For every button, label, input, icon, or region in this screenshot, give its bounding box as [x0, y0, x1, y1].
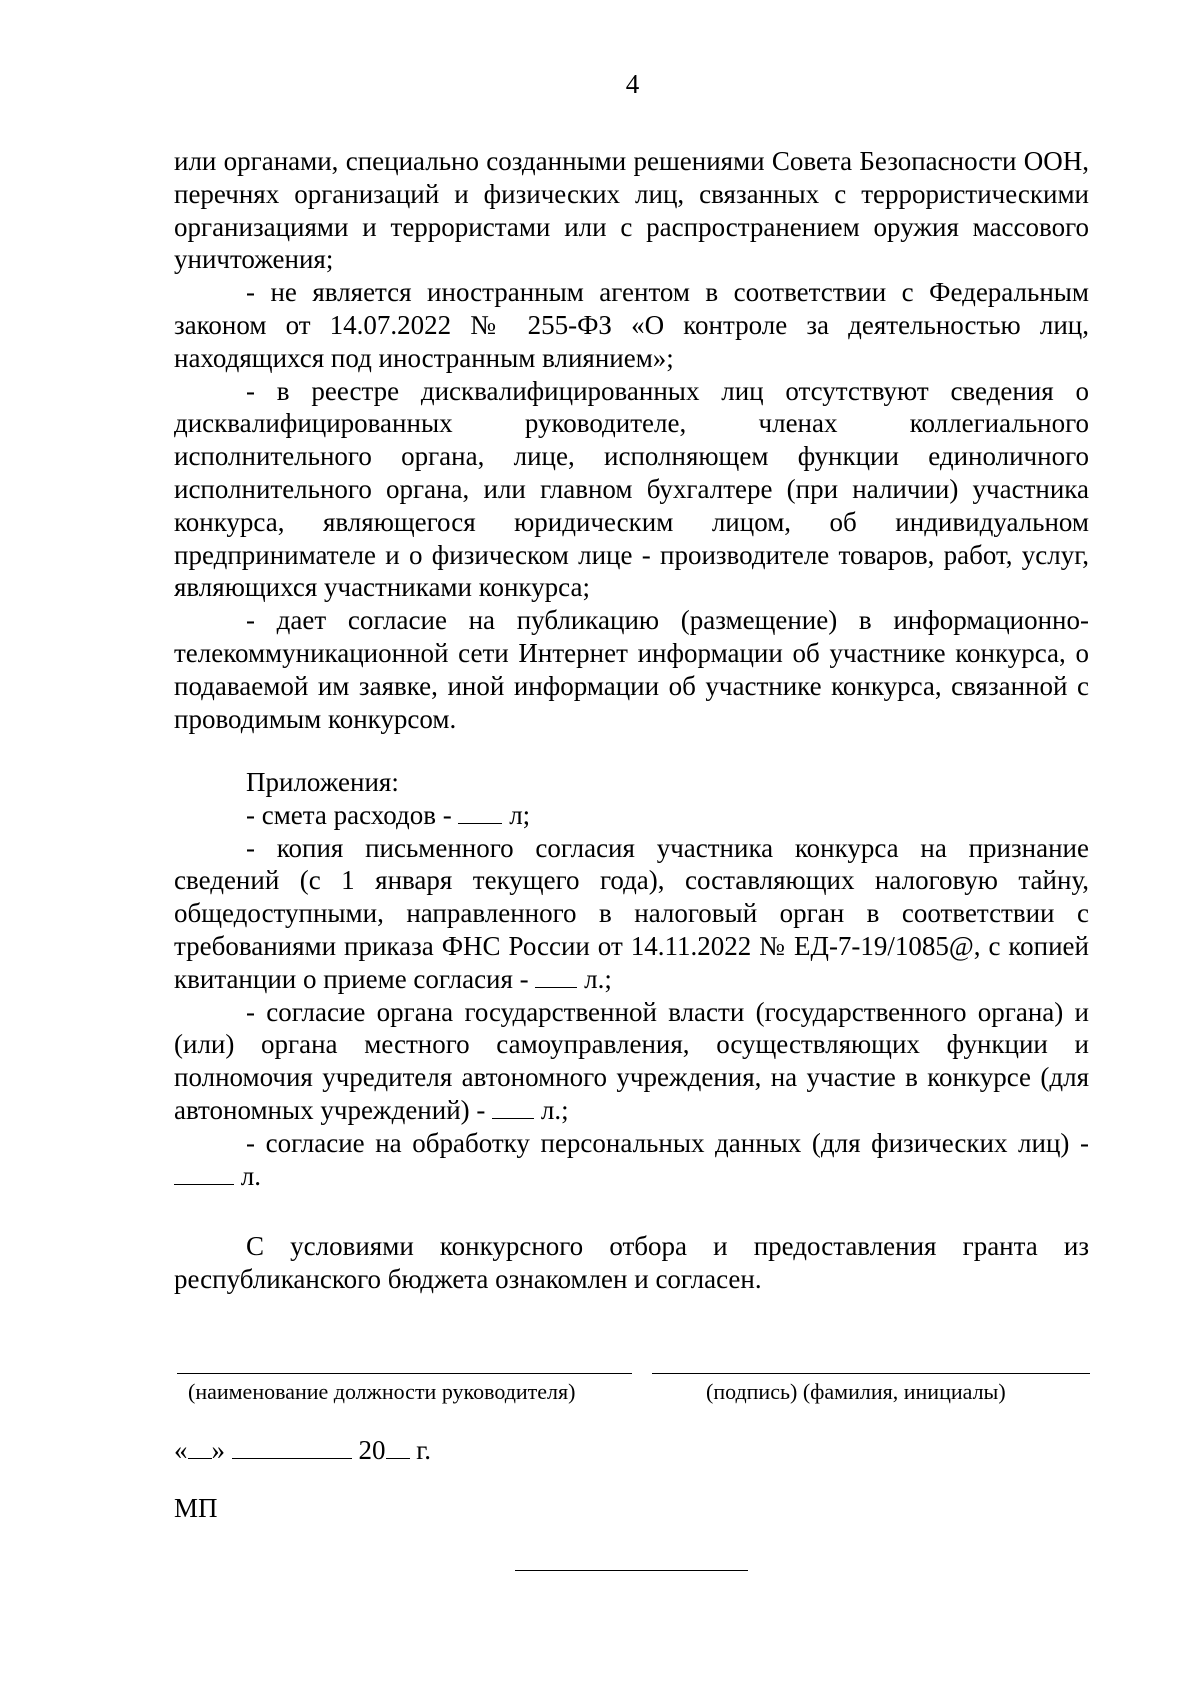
signature-caption: (подпись) (фамилия, инициалы) — [706, 1379, 1006, 1404]
date-close-quote: » — [211, 1435, 225, 1465]
month-blank — [232, 1434, 352, 1459]
end-of-document-rule — [515, 1570, 748, 1571]
stamp-label: МП — [174, 1493, 218, 1523]
attachment-estimate-unit: л; — [509, 799, 531, 830]
tax-consent-pages-blank — [535, 963, 577, 988]
position-caption: (наименование должности руководителя) — [188, 1379, 576, 1404]
position-signature-line — [177, 1373, 632, 1374]
date-line — [174, 1434, 431, 1466]
attachment-personal-data — [174, 1127, 1089, 1193]
paragraph-disqualified-registry: - в реестре дисквалифицированных лиц отсутствуют сведения о дисквалифицированных руководителе, членах коллегиального исполнительного органа, лице, исполняющем функции единоличного исполнительного органа, или главном бухгалтере (при наличии) участника конкурса, являющегося юридическим лицом, об индивидуальном предпринимателе и о физическом лице - производителе товаров, работ, услуг, являющихся участниками конкурса; — [174, 375, 1089, 603]
attachment-estimate-text: - смета расходов - — [246, 799, 452, 830]
paragraph-publication-consent: - дает согласие на публикацию (размещение) в информационно-телекоммуникационной сети Интернет информации об участнике конкурса, о подаваемой им заявке, иной информации об участнике конкурса, связанной с проводимым конкурсом. — [174, 605, 1089, 734]
attachment-personal-data-text: - согласие на обработку персональных данных (для физических лиц) - — [246, 1127, 1089, 1158]
attachment-tax-consent — [174, 832, 1089, 996]
year-suffix: г. — [416, 1435, 432, 1465]
attachment-tax-consent-unit: л.; — [584, 963, 612, 994]
attachments-block — [174, 766, 1089, 1192]
paragraph-sanctions-lists: или органами, специально созданными решениями Совета Безопасности ООН, перечнях организаций и физических лиц, связанных с террористическими организациями и террористами или с распространением оружия массового уничтожения; — [174, 146, 1089, 275]
attachment-personal-data-unit: л. — [240, 1160, 261, 1191]
year-blank — [386, 1434, 410, 1459]
authority-consent-pages-blank — [492, 1094, 534, 1119]
year-prefix: 20 — [358, 1435, 386, 1465]
name-signature-line — [652, 1373, 1090, 1374]
attachment-authority-consent — [174, 996, 1089, 1127]
main-text-block — [174, 145, 1089, 735]
attachment-estimate — [174, 799, 1089, 832]
estimate-pages-blank — [458, 799, 502, 824]
conditions-statement: С условиями конкурсного отбора и предоставления гранта из республиканского бюджета ознакомлен и согласен. — [174, 1231, 1089, 1294]
attachment-authority-consent-text: - согласие органа государственной власти (государственного органа) и (или) органа местного самоуправления, осуществляющих функции и полномочия учредителя автономного учреждения, на участие в конкурсе (для автономных учреждений) - — [174, 996, 1089, 1125]
attachment-authority-consent-unit: л.; — [540, 1094, 569, 1125]
attachment-tax-consent-text: - копия письменного согласия участника конкурса на признание сведений (с 1 января текущего года), составляющих налоговую тайну, общедоступными, направленного в налоговый орган в соответствии с требованиями приказа ФНС России от 14.11.2022 № ЕД-7-19/1085@, с копией квитанции о приеме согласия - — [174, 832, 1089, 994]
page-number: 4 — [625, 69, 640, 99]
date-open-quote: « — [174, 1435, 188, 1465]
personal-data-pages-blank — [174, 1160, 234, 1185]
day-blank — [188, 1434, 212, 1459]
paragraph-foreign-agent: - не является иностранным агентом в соответствии с Федеральным законом от 14.07.2022 № 255-ФЗ «О контроле за деятельностью лиц, находящихся под иностранным влиянием»; — [174, 277, 1089, 373]
conditions-block — [174, 1230, 1089, 1296]
attachments-heading: Приложения: — [246, 767, 399, 797]
